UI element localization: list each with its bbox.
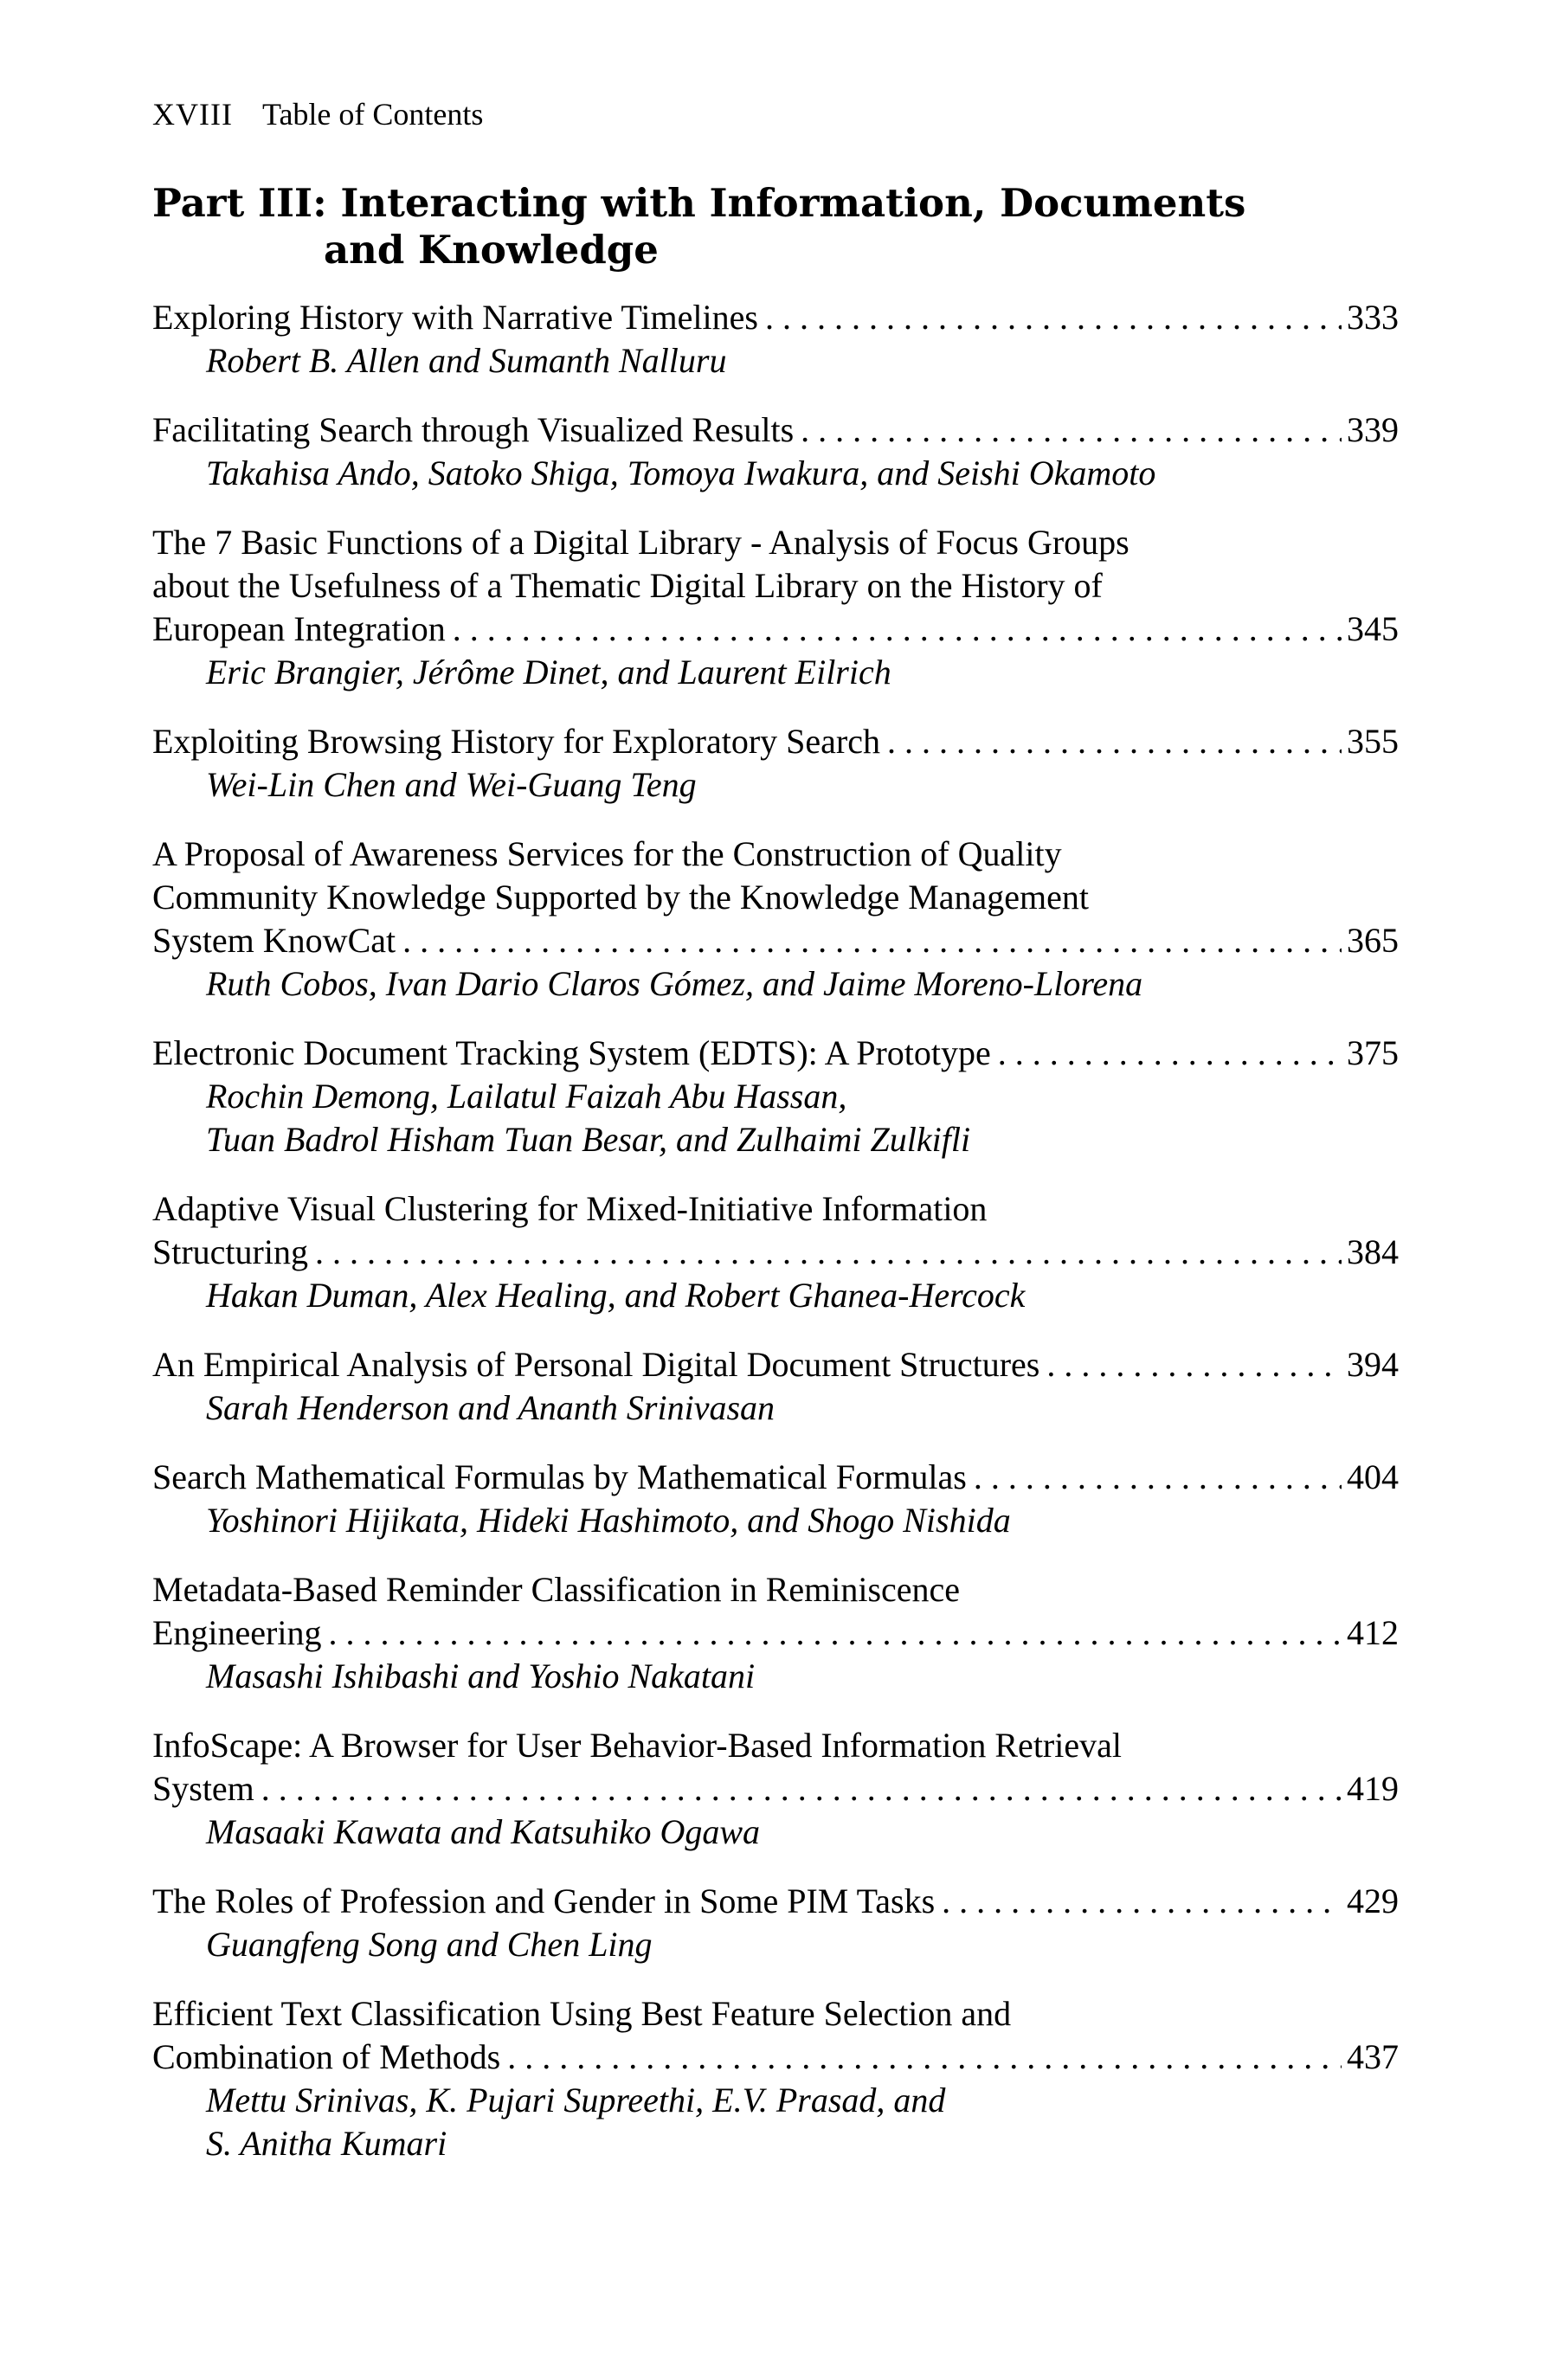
dot-leader: [329, 1611, 1342, 1655]
toc-entry: [152, 720, 1399, 807]
toc-list: [152, 296, 1399, 2191]
entry-authors: [152, 962, 1399, 1006]
entry-title-last-line: [152, 1032, 1399, 1075]
entry-title-text: InfoScape: A Browser for User Behavior-Based Information Retrieval: [152, 1726, 1122, 1765]
dot-leader: [402, 919, 1342, 962]
entry-title-last-line: [152, 1456, 1399, 1499]
page-number: 412: [1347, 1613, 1399, 1652]
entry-title: [152, 1880, 1399, 1923]
entry-title-line: [152, 833, 1399, 876]
entry-title-text: The 7 Basic Functions of a Digital Library - Analysis of Focus Groups: [152, 523, 1129, 562]
entry-title-text: Metadata-Based Reminder Classification in Reminiscence: [152, 1570, 961, 1609]
entry-title-line: [152, 564, 1399, 608]
toc-entry: [152, 1880, 1399, 1966]
entry-authors: [152, 1075, 1399, 1161]
entry-title: [152, 720, 1399, 763]
page-folio: XVIII: [152, 97, 233, 132]
toc-entry: [152, 833, 1399, 1006]
entry-title-text: about the Usefulness of a Thematic Digital Library on the History of: [152, 566, 1103, 605]
entry-title-text: The Roles of Profession and Gender in Some PIM Tasks: [152, 1881, 936, 1920]
running-head-title: Table of Contents: [261, 97, 484, 132]
dot-leader: [261, 1767, 1342, 1811]
entry-authors: [152, 1655, 1399, 1698]
toc-entry: [152, 1724, 1399, 1854]
entry-title-text: System KnowCat: [152, 921, 396, 960]
entry-authors-line: Ruth Cobos, Ivan Dario Claros Gómez, and Jaime Moreno-Llorena: [206, 964, 1143, 1003]
entry-authors-line: Masaaki Kawata and Katsuhiko Ogawa: [206, 1812, 761, 1851]
toc-entry: [152, 1992, 1399, 2165]
entry-title-line: [152, 1568, 1399, 1611]
toc-entry: [152, 1187, 1399, 1317]
dot-leader: [765, 296, 1342, 339]
page-number: 384: [1347, 1232, 1399, 1271]
entry-title-text: Combination of Methods: [152, 2037, 501, 2076]
entry-authors-line: Mettu Srinivas, K. Pujari Supreethi, E.V. Prasad, and: [206, 2081, 946, 2119]
toc-entry: [152, 1456, 1399, 1542]
entry-title-text: Exploiting Browsing History for Exploratory Search: [152, 722, 880, 761]
entry-authors: [152, 1923, 1399, 1966]
entry-title-last-line: [152, 296, 1399, 339]
entry-authors: [152, 651, 1399, 694]
dot-leader: [801, 408, 1342, 452]
dot-leader: [453, 608, 1342, 651]
page-number: 404: [1347, 1457, 1399, 1496]
entry-authors: [152, 339, 1399, 383]
entry-title-text: Engineering: [152, 1613, 322, 1652]
entry-title-line: [152, 521, 1399, 564]
entry-authors: [152, 2079, 1399, 2165]
entry-title: [152, 1456, 1399, 1499]
dot-leader: [315, 1231, 1342, 1274]
entry-title: [152, 521, 1399, 651]
page-number: 345: [1347, 609, 1399, 648]
entry-title: [152, 296, 1399, 339]
page-number: 339: [1347, 410, 1399, 449]
entry-title-line: [152, 1187, 1399, 1231]
page-number: 333: [1347, 298, 1399, 337]
part-heading-line-2: and Knowledge: [324, 227, 659, 273]
toc-entry: [152, 408, 1399, 495]
entry-title-last-line: [152, 608, 1399, 651]
entry-title: [152, 1568, 1399, 1655]
running-head: [152, 93, 483, 135]
page-number: 429: [1347, 1881, 1399, 1920]
dot-leader: [887, 720, 1342, 763]
entry-title-text: Search Mathematical Formulas by Mathematical Formulas: [152, 1457, 967, 1496]
entry-title: [152, 833, 1399, 962]
entry-title: [152, 1187, 1399, 1274]
entry-authors-line: Eric Brangier, Jérôme Dinet, and Laurent Eilrich: [206, 653, 891, 691]
entry-title-line: [152, 1992, 1399, 2036]
toc-entry: [152, 521, 1399, 694]
entry-authors-line: Wei-Lin Chen and Wei-Guang Teng: [206, 765, 697, 804]
entry-title-last-line: [152, 1611, 1399, 1655]
entry-title-text: Structuring: [152, 1232, 308, 1271]
entry-authors: [152, 1499, 1399, 1542]
entry-title-line: [152, 876, 1399, 919]
entry-title-text: System: [152, 1769, 254, 1808]
entry-authors-line: Rochin Demong, Lailatul Faizah Abu Hassan,: [206, 1077, 847, 1116]
toc-entry: [152, 1568, 1399, 1698]
dot-leader: [974, 1456, 1342, 1499]
page-number: 437: [1347, 2037, 1399, 2076]
entry-authors-line: Hakan Duman, Alex Healing, and Robert Ghanea-Hercock: [206, 1276, 1026, 1315]
dot-leader: [998, 1032, 1342, 1075]
entry-authors: [152, 1811, 1399, 1854]
entry-title-last-line: [152, 1880, 1399, 1923]
page-number: 365: [1347, 921, 1399, 960]
entry-title: [152, 1992, 1399, 2079]
entry-title-last-line: [152, 1231, 1399, 1274]
entry-title: [152, 408, 1399, 452]
entry-authors-line: Sarah Henderson and Ananth Srinivasan: [206, 1388, 776, 1427]
entry-title-last-line: [152, 720, 1399, 763]
entry-title-last-line: [152, 408, 1399, 452]
toc-entry: [152, 1343, 1399, 1430]
entry-title-text: Electronic Document Tracking System (EDTS): A Prototype: [152, 1033, 991, 1072]
entry-title-text: A Proposal of Awareness Services for the Construction of Quality: [152, 834, 1062, 873]
entry-title-text: An Empirical Analysis of Personal Digital Document Structures: [152, 1345, 1040, 1384]
entry-authors-line: Tuan Badrol Hisham Tuan Besar, and Zulhaimi Zulkifli: [206, 1120, 971, 1159]
part-heading-line-1: Part III: Interacting with Information, Documents: [152, 180, 1246, 226]
entry-title-last-line: [152, 2036, 1399, 2079]
dot-leader: [507, 2036, 1342, 2079]
page-number: 375: [1347, 1033, 1399, 1072]
dot-leader: [942, 1880, 1342, 1923]
entry-title-text: European Integration: [152, 609, 446, 648]
page-number: 355: [1347, 722, 1399, 761]
entry-title-line: [152, 1724, 1399, 1767]
entry-title-last-line: [152, 1767, 1399, 1811]
entry-title-last-line: [152, 919, 1399, 962]
entry-authors-line: Robert B. Allen and Sumanth Nalluru: [206, 341, 727, 380]
page-number: 394: [1347, 1345, 1399, 1384]
entry-authors: [152, 1274, 1399, 1317]
entry-title: [152, 1032, 1399, 1075]
part-heading: [152, 180, 1407, 273]
toc-entry: [152, 296, 1399, 383]
entry-title: [152, 1724, 1399, 1811]
entry-authors-line: Masashi Ishibashi and Yoshio Nakatani: [206, 1656, 756, 1695]
dot-leader: [1046, 1343, 1342, 1386]
entry-title-text: Exploring History with Narrative Timelines: [152, 298, 758, 337]
entry-title-last-line: [152, 1343, 1399, 1386]
entry-authors-line: Guangfeng Song and Chen Ling: [206, 1925, 653, 1964]
entry-authors: [152, 763, 1399, 807]
entry-title-text: Adaptive Visual Clustering for Mixed-Initiative Information: [152, 1189, 988, 1228]
toc-entry: [152, 1032, 1399, 1161]
entry-authors: [152, 1386, 1399, 1430]
page-number: 419: [1347, 1769, 1399, 1808]
entry-title-text: Community Knowledge Supported by the Knowledge Management: [152, 878, 1090, 917]
entry-authors: [152, 452, 1399, 495]
entry-authors-line: S. Anitha Kumari: [206, 2124, 447, 2163]
entry-authors-line: Yoshinori Hijikata, Hideki Hashimoto, and Shogo Nishida: [206, 1501, 1011, 1540]
entry-title: [152, 1343, 1399, 1386]
entry-title-text: Efficient Text Classification Using Best Feature Selection and: [152, 1994, 1012, 2033]
entry-title-text: Facilitating Search through Visualized Results: [152, 410, 795, 449]
entry-authors-line: Takahisa Ando, Satoko Shiga, Tomoya Iwakura, and Seishi Okamoto: [206, 453, 1156, 492]
